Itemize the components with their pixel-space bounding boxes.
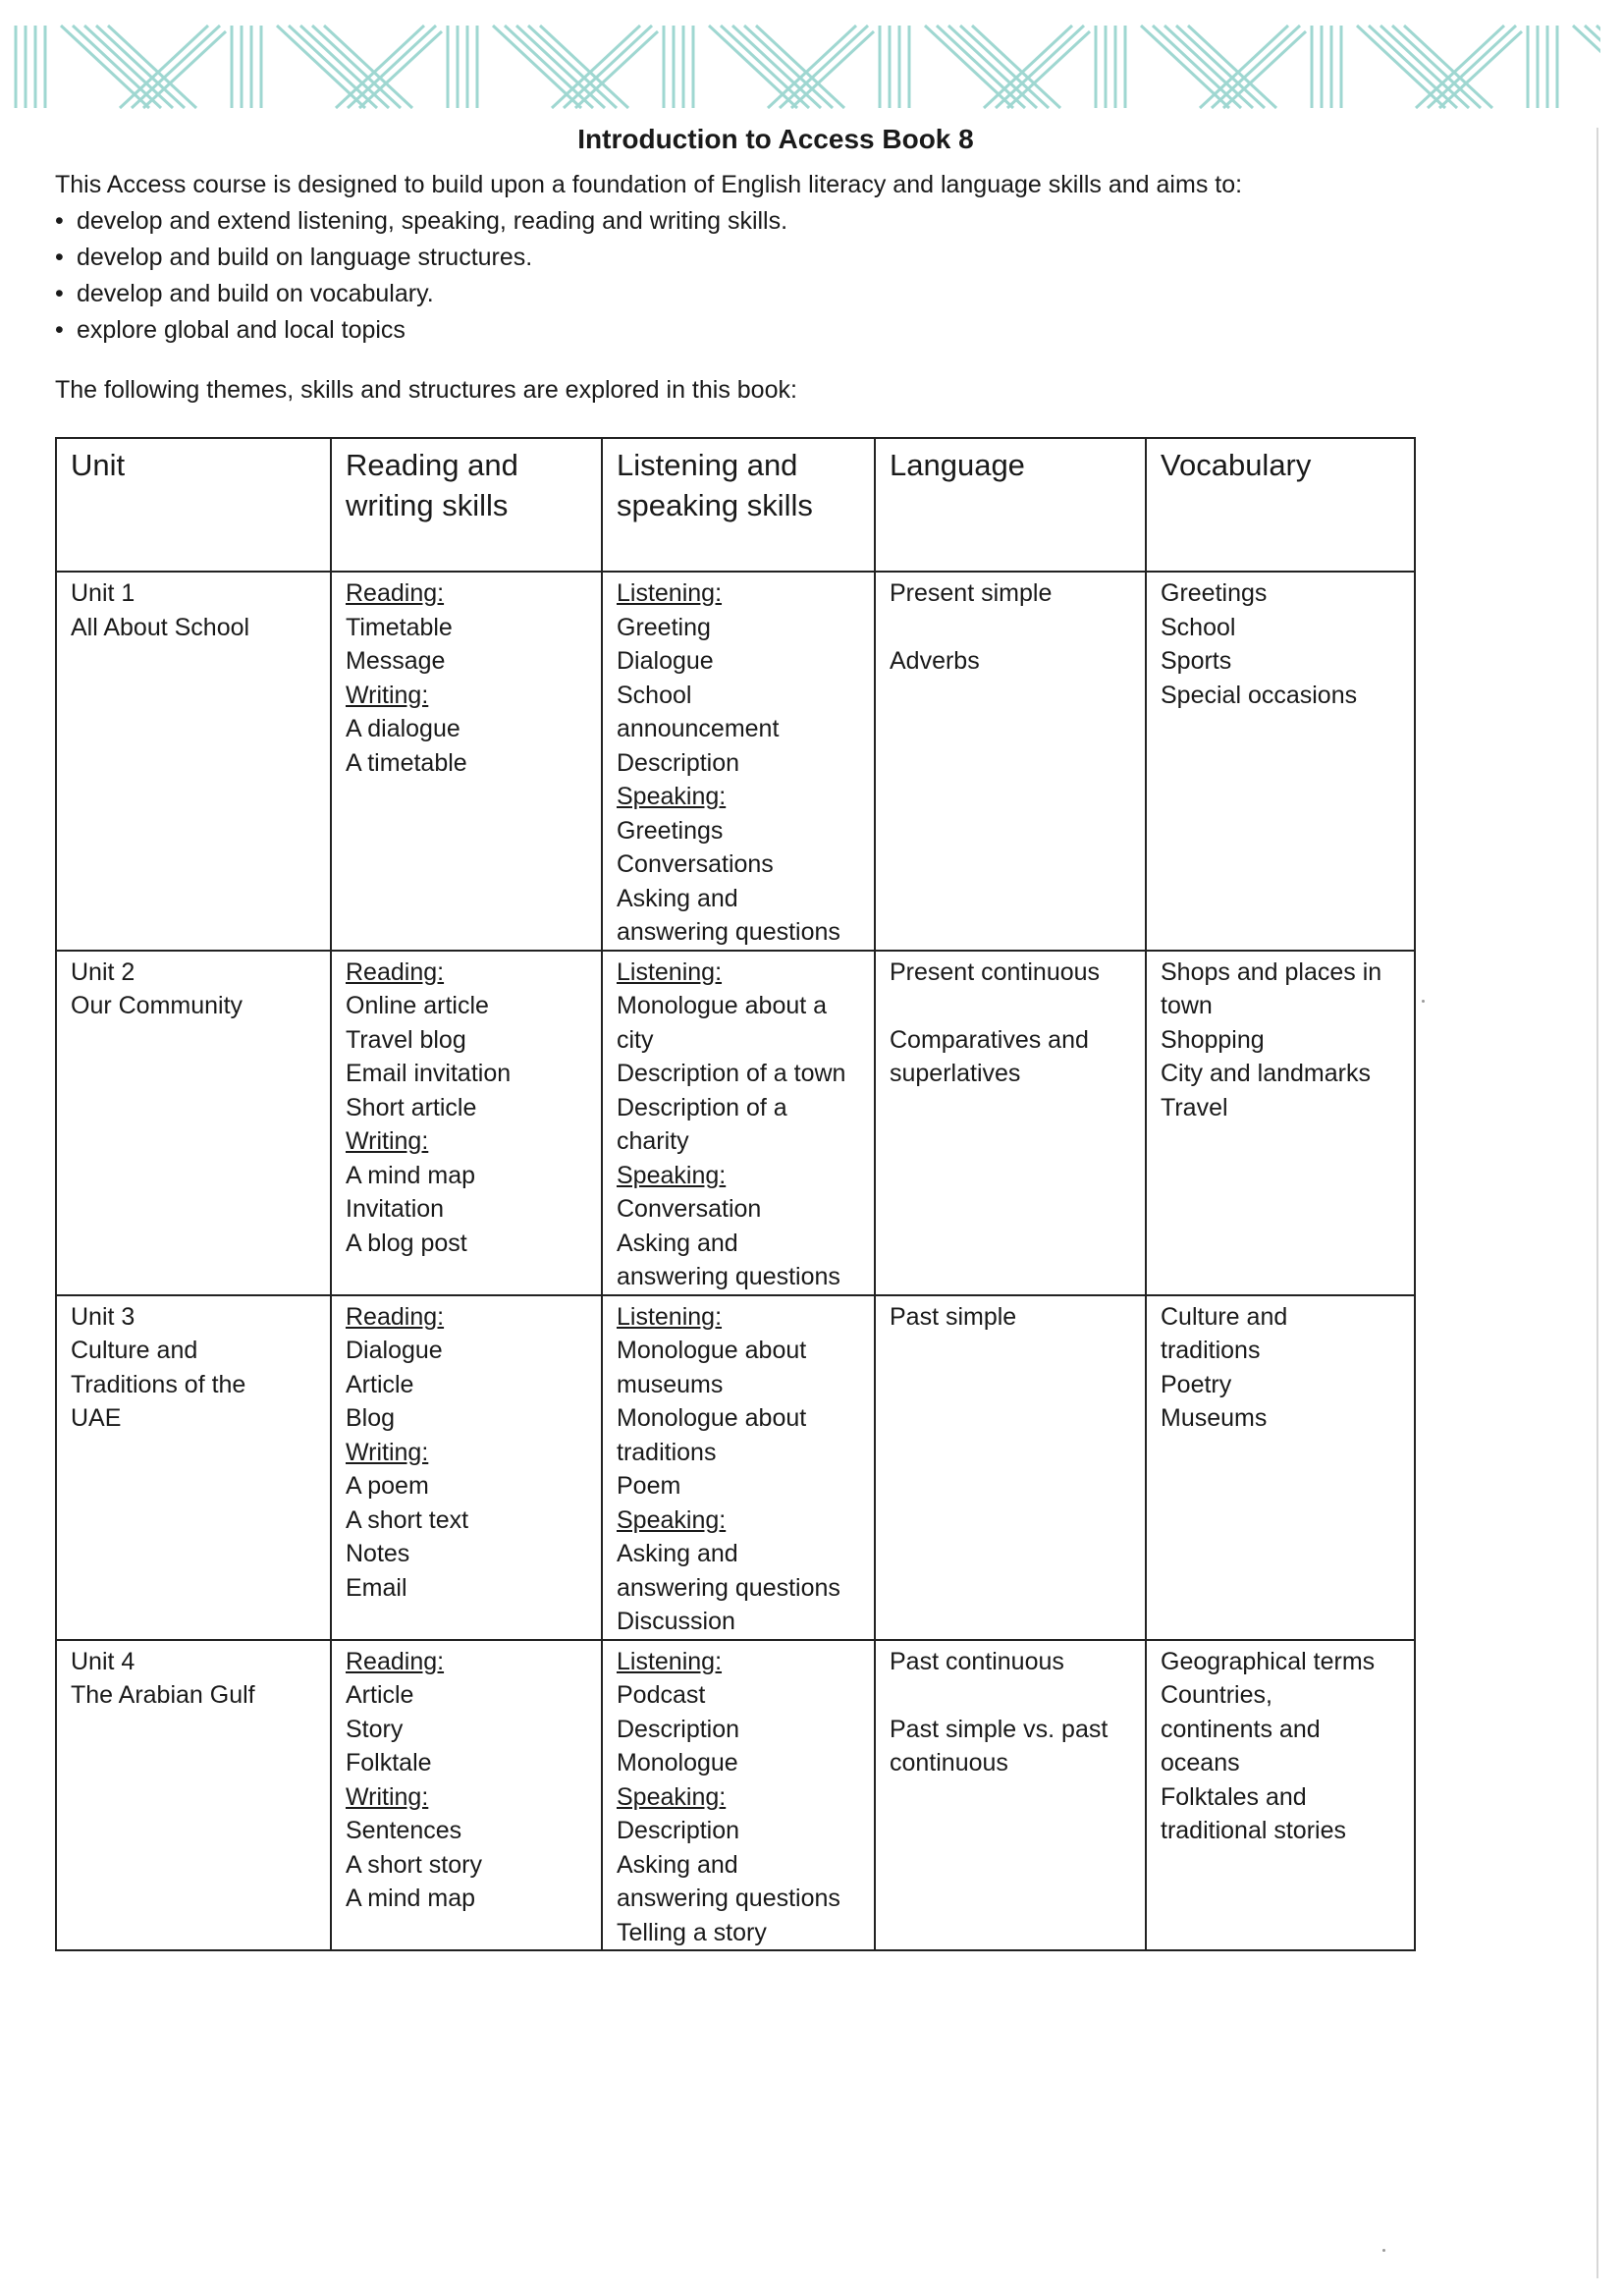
cell-subheading: Writing: [346, 1782, 429, 1811]
cell-unit [56, 951, 331, 1295]
cell-language [875, 951, 1146, 1295]
cell-listening [602, 1295, 875, 1640]
cell-line: Invitation [346, 1195, 445, 1223]
cell-language [875, 572, 1146, 951]
cell-line: town [1161, 992, 1213, 1019]
intro-bullet: • develop and build on vocabulary. [55, 276, 1242, 312]
cell-line: A mind map [346, 1161, 476, 1189]
cell-line: Dialogue [617, 647, 714, 675]
cell-subheading: Listening: [617, 579, 723, 607]
cell-line: The Arabian Gulf [71, 1681, 255, 1709]
cell-line: Story [346, 1715, 404, 1743]
cell-language [875, 1295, 1146, 1640]
cell-line: superlatives [890, 1060, 1021, 1087]
cell-line: Conversation [617, 1195, 762, 1223]
cell-line: Blog [346, 1404, 396, 1432]
cell-line: A dialogue [346, 715, 460, 742]
cell-subheading: Listening: [617, 957, 723, 986]
cell-line: Description [617, 748, 740, 777]
themes-lead: The following themes, skills and structures are explored in this book: [55, 376, 797, 404]
cell-line: Asking and [617, 1540, 738, 1567]
cell-line: Monologue [617, 1749, 738, 1777]
cell-subheading: Speaking: [617, 1161, 727, 1189]
cell-language [875, 1640, 1146, 1951]
cell-line: Telling a story [617, 1918, 767, 1946]
cell-line: Conversations [617, 850, 774, 878]
cell-reading [331, 572, 602, 951]
cell-line: answering questions [617, 1885, 840, 1912]
table-row [56, 951, 1415, 1295]
cell-reading [331, 951, 602, 1295]
cell-line: oceans [1161, 1749, 1240, 1777]
cell-line: Our Community [71, 992, 243, 1019]
cell-line: answering questions [617, 1573, 840, 1602]
cell-line: Dialogue [346, 1337, 443, 1364]
cell-reading [331, 1295, 602, 1640]
scan-speck [1382, 2249, 1385, 2252]
cell-line: Unit 3 [71, 1302, 135, 1331]
cell-line: Timetable [346, 613, 453, 641]
cell-line: Monologue about [617, 1404, 807, 1432]
cell-line: charity [617, 1127, 689, 1155]
header-listening [602, 438, 875, 572]
header-language-label: Language [890, 448, 1025, 482]
cell-line: Greetings [617, 816, 724, 845]
cell-line: Travel [1161, 1093, 1228, 1121]
table-row [56, 1295, 1415, 1640]
cell-line: Article [346, 1681, 414, 1709]
cell-line: A short text [346, 1505, 469, 1534]
cell-line: city [617, 1025, 654, 1054]
decorative-banner [12, 18, 1600, 112]
cell-line: Adverbs [890, 647, 980, 675]
cell-line: Poem [617, 1472, 681, 1500]
cell-line: UAE [71, 1404, 122, 1432]
cell-line: continents and [1161, 1715, 1321, 1743]
cell-line: Notes [346, 1540, 410, 1567]
cell-subheading: Reading: [346, 579, 445, 607]
cell-line: Description of a [617, 1093, 787, 1121]
cell-line: Monologue about [617, 1337, 807, 1364]
cell-line: Unit 1 [71, 579, 135, 607]
cell-spacer [890, 989, 1131, 1023]
cell-line: Past simple vs. past [890, 1715, 1109, 1743]
cell-line: Asking and [617, 1229, 738, 1257]
cell-line: A timetable [346, 748, 467, 777]
cell-line: Past continuous [890, 1647, 1064, 1675]
cell-vocabulary [1146, 572, 1415, 951]
cell-vocabulary [1146, 1640, 1415, 1951]
cell-line: Discussion [617, 1608, 735, 1635]
scan-speck [1422, 1000, 1425, 1003]
cell-line: A mind map [346, 1885, 476, 1912]
cell-subheading: Writing: [346, 1127, 429, 1155]
cell-line: Culture and [1161, 1302, 1288, 1331]
cell-line: Asking and [617, 1850, 738, 1879]
header-unit-label: Unit [71, 448, 126, 482]
cell-line: Shops and places in [1161, 957, 1382, 986]
header-reading-line: Reading and [346, 448, 518, 482]
cell-line: Shopping [1161, 1025, 1265, 1054]
cell-line: announcement [617, 715, 780, 742]
cell-line: A blog post [346, 1229, 467, 1257]
cell-subheading: Speaking: [617, 783, 727, 810]
cell-line: Article [346, 1370, 414, 1398]
cell-line: Traditions of the [71, 1370, 246, 1398]
page-edge-line [1596, 128, 1598, 2278]
cell-line: Present continuous [890, 957, 1101, 986]
intro-bullet: • explore global and local topics [55, 312, 1242, 349]
cell-line: Museums [1161, 1404, 1268, 1432]
cell-line: Travel blog [346, 1025, 466, 1054]
cell-line: Email invitation [346, 1060, 512, 1087]
cell-line: All About School [71, 613, 250, 641]
cell-unit [56, 572, 331, 951]
intro-lead: This Access course is designed to build upon a foundation of English literacy and language skills and aims to: [55, 171, 1243, 198]
intro-bullet: • develop and build on language structures. [55, 240, 1242, 276]
cell-unit [56, 1295, 331, 1640]
cell-line: Short article [346, 1093, 477, 1121]
cell-line: Description of a town [617, 1060, 846, 1087]
table-row [56, 1640, 1415, 1951]
cell-subheading: Reading: [346, 1647, 445, 1675]
cell-line: answering questions [617, 1263, 840, 1290]
cell-vocabulary [1146, 1295, 1415, 1640]
cell-line: Description [617, 1715, 740, 1743]
cell-reading [331, 1640, 602, 1951]
cell-line: Message [346, 647, 446, 675]
cell-listening [602, 1640, 875, 1951]
cell-line: School [1161, 613, 1236, 641]
cell-line: Folktales and [1161, 1782, 1307, 1811]
cell-line: A poem [346, 1472, 429, 1500]
header-unit [56, 438, 331, 572]
cell-line: museums [617, 1370, 724, 1398]
cell-subheading: Listening: [617, 1302, 723, 1331]
cell-line: Greeting [617, 613, 711, 641]
page-title: Introduction to Access Book 8 [577, 124, 974, 154]
cell-unit [56, 1640, 331, 1951]
cell-line: Present simple [890, 579, 1053, 607]
cell-subheading: Reading: [346, 1302, 445, 1331]
cell-listening [602, 572, 875, 951]
cell-line: answering questions [617, 918, 840, 946]
cell-line: Podcast [617, 1681, 706, 1709]
cell-subheading: Listening: [617, 1647, 723, 1675]
cell-line: Sentences [346, 1817, 462, 1844]
cell-line: Description [617, 1817, 740, 1844]
cell-line: Asking and [617, 884, 738, 912]
cell-line: traditional stories [1161, 1817, 1346, 1844]
cell-line: Comparatives and [890, 1025, 1089, 1054]
cell-subheading: Writing: [346, 1438, 429, 1466]
cell-line: Sports [1161, 647, 1232, 675]
cell-line: Special occasions [1161, 681, 1358, 709]
cell-line: Unit 2 [71, 957, 135, 986]
cell-line: traditions [617, 1438, 717, 1466]
cell-subheading: Speaking: [617, 1505, 727, 1534]
table-row [56, 572, 1415, 951]
cell-vocabulary [1146, 951, 1415, 1295]
intro-section [55, 167, 1242, 349]
cell-line: Unit 4 [71, 1647, 135, 1675]
cell-line: Past simple [890, 1302, 1017, 1331]
cell-line: traditions [1161, 1337, 1261, 1364]
cell-line: Email [346, 1573, 407, 1602]
cell-subheading: Writing: [346, 681, 429, 709]
cell-subheading: Reading: [346, 957, 445, 986]
cell-listening [602, 951, 875, 1295]
header-listening-line: Listening and [617, 448, 798, 482]
cell-line: continuous [890, 1749, 1008, 1777]
header-reading-line: writing skills [346, 488, 509, 522]
cell-line: Geographical terms [1161, 1647, 1376, 1675]
cell-line: Folktale [346, 1749, 432, 1777]
header-vocabulary-label: Vocabulary [1161, 448, 1312, 482]
header-vocabulary [1146, 438, 1415, 572]
cell-line: Online article [346, 992, 489, 1019]
cell-line: Poetry [1161, 1370, 1232, 1398]
header-listening-line: speaking skills [617, 488, 813, 522]
cell-line: School [617, 681, 692, 709]
header-reading [331, 438, 602, 572]
header-language [875, 438, 1146, 572]
cell-line: City and landmarks [1161, 1060, 1371, 1087]
cell-line: Countries, [1161, 1681, 1272, 1709]
cell-line: Culture and [71, 1337, 198, 1364]
cell-subheading: Speaking: [617, 1782, 727, 1811]
cell-line: Greetings [1161, 579, 1268, 607]
cell-spacer [890, 611, 1131, 645]
table-header-row [56, 438, 1415, 572]
cell-line: Monologue about a [617, 992, 828, 1019]
cell-line: A short story [346, 1850, 482, 1879]
themes-table [55, 437, 1416, 1951]
cell-spacer [890, 1678, 1131, 1713]
intro-bullet: • develop and extend listening, speaking, reading and writing skills. [55, 203, 1242, 240]
